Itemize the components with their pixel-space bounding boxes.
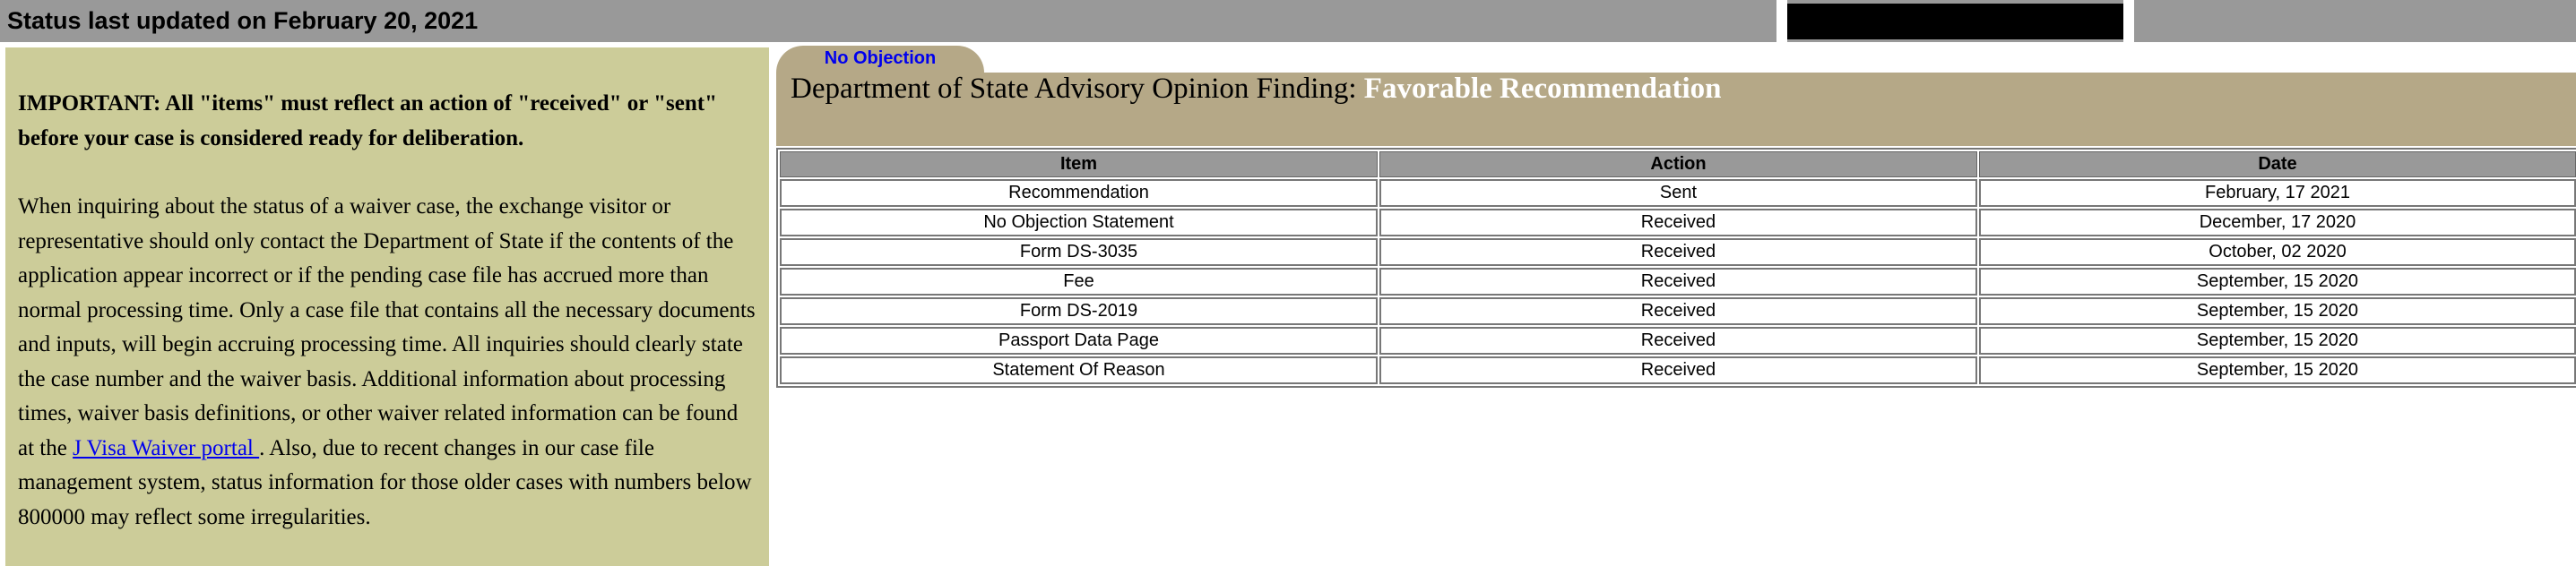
cell-date: February, 17 2021 [1979,179,2576,207]
cell-date: October, 02 2020 [1979,238,2576,266]
column-header-item: Item [780,151,1378,177]
notice-body [18,190,758,535]
finding-value: Favorable Recommendation [1363,73,1722,105]
cell-action: Received [1379,209,1977,236]
cell-item: Fee [780,268,1378,296]
column-header-date: Date [1979,151,2576,177]
cell-date: September, 15 2020 [1979,356,2576,384]
table-row [780,209,2576,236]
status-table [776,148,2576,388]
cell-item: Statement Of Reason [780,356,1378,384]
j-visa-waiver-portal-link[interactable]: J Visa Waiver portal [73,435,260,460]
header-right-bar [2134,0,2576,42]
cell-action: Received [1379,238,1977,266]
table-row [780,327,2576,355]
cell-action: Sent [1379,179,1977,207]
cell-action: Received [1379,327,1977,355]
cell-action: Received [1379,297,1977,325]
cell-date: September, 15 2020 [1979,327,2576,355]
cell-item: Recommendation [780,179,1378,207]
cell-item: Form DS-3035 [780,238,1378,266]
cell-date: September, 15 2020 [1979,297,2576,325]
cell-action: Received [1379,268,1977,296]
tab-no-objection[interactable] [776,46,984,73]
finding-bar [776,73,2576,146]
column-header-action: Action [1379,151,1977,177]
table-row [780,179,2576,207]
cell-date: September, 15 2020 [1979,268,2576,296]
finding-heading [791,73,1721,106]
cell-item: Form DS-2019 [780,297,1378,325]
table-row [780,268,2576,296]
header-separator [2123,0,2134,42]
header-separator [1776,0,1787,42]
notice-body-text-continued: . Also, due to recent changes in our case file management system, status information for those older cases with numbers below 800000 may reflect some irregularities. [18,435,752,529]
cell-date: December, 17 2020 [1979,209,2576,236]
notice-panel [5,47,769,566]
table-header-row [780,151,2576,177]
cell-item: Passport Data Page [780,327,1378,355]
important-notice: IMPORTANT: All "items" must reflect an action of "received" or "sent" before your case is considered ready for deliberation. [18,91,717,150]
table-row [780,238,2576,266]
cell-action: Received [1379,356,1977,384]
cell-item: No Objection Statement [780,209,1378,236]
finding-label: Department of State Advisory Opinion Finding: [791,73,1364,105]
notice-body-text: When inquiring about the status of a waiver case, the exchange visitor or representative should only contact the Department of State if the contents of the application appear incorrect or if the pending case file has accrued more than normal processing time. Only a case file that contains all the necessary documents and inputs, will begin accruing processing time. All inquiries should clearly state the case number and the waiver basis. Additional information about processing times, waiver basis definitions, or other waiver related information can be found at the [18,194,756,460]
tab-label: No Objection [824,48,937,68]
status-updated-text: Status last updated on February 20, 2021 [7,7,479,34]
table-row [780,356,2576,384]
table-row [780,297,2576,325]
redacted-block [1787,4,2123,39]
